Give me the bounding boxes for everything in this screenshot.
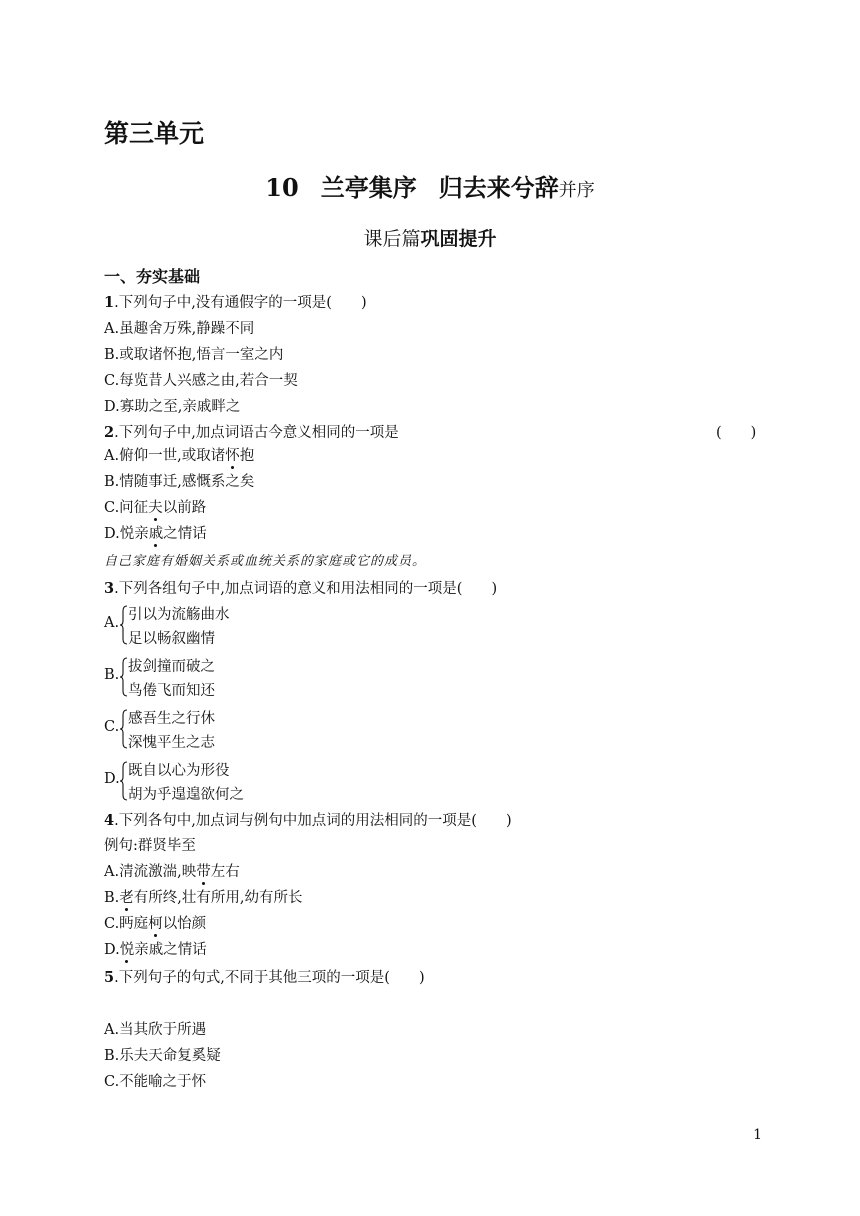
subtitle-bold: 巩固提升 <box>420 228 497 250</box>
subtitle <box>0 224 860 251</box>
question-1-stem: 1.下列句子中,没有通假字的一项是( ) <box>104 294 367 311</box>
lesson-title-2: 归去来兮辞 <box>438 174 559 202</box>
subtitle-plain: 课后篇 <box>363 228 421 250</box>
question-5-option-a: A.当其欣于所遇 <box>104 1022 207 1038</box>
question-4-option-c: C.眄庭柯以怡颜 <box>104 916 207 932</box>
question-4-example: 例句:群贤毕至 <box>104 838 196 854</box>
question-3-stem: 3.下列各组句子中,加点词语的意义和用法相同的一项是( ) <box>104 580 498 597</box>
question-1-option-b: B.或取诸怀抱,悟言一室之内 <box>104 347 284 363</box>
brace-icon <box>120 657 128 697</box>
question-3-option-b: B. 拔剑撞而破之 鸟倦飞而知还 <box>104 659 215 699</box>
lesson-title <box>0 168 860 203</box>
question-1-option-a: A.虽趣舍万殊,静躁不同 <box>104 321 255 337</box>
question-2-option-a: A.俯仰一世,或取诸怀抱 <box>104 448 255 464</box>
brace-icon <box>120 709 128 749</box>
question-4-option-b: B.老有所终,壮有所用,幼有所长 <box>104 890 303 906</box>
lesson-title-1: 兰亭集序 <box>320 174 417 202</box>
question-3-option-c: C. 感吾生之行休 深愧平生之志 <box>104 711 215 751</box>
question-4-option-a: A.清流激湍,映带左右 <box>104 864 240 880</box>
question-3-option-d: D. 既自以心为形役 胡为乎遑遑欲何之 <box>104 763 244 803</box>
question-1-option-c: C.每览昔人兴感之由,若合一契 <box>104 373 298 389</box>
question-2-answer-paren: ( ) <box>716 425 757 441</box>
brace-icon <box>120 761 128 801</box>
question-4-stem: 4.下列各句中,加点词与例句中加点词的用法相同的一项是( ) <box>104 812 512 829</box>
handwritten-note: 自己家庭有婚姻关系或血统关系的家庭或它的成员。 <box>104 554 427 569</box>
question-3-option-a: A. 引以为流觞曲水 足以畅叙幽情 <box>104 607 230 647</box>
brace-icon <box>120 605 128 645</box>
question-2-option-b: B.情随事迁,感慨系之矣 <box>104 474 255 490</box>
page-number: 1 <box>753 1127 762 1143</box>
lesson-title-suffix: 并序 <box>558 180 595 201</box>
question-5-stem: 5.下列句子的句式,不同于其他三项的一项是( ) <box>104 969 425 986</box>
question-2-stem: 2.下列句子中,加点词语古今意义相同的一项是 <box>104 424 399 441</box>
lesson-number: 10 <box>265 173 299 202</box>
question-5-option-b: B.乐夫天命复奚疑 <box>104 1048 221 1064</box>
question-2-option-d: D.悦亲戚之情话 <box>104 526 207 542</box>
question-2-option-c: C.问征夫以前路 <box>104 500 207 516</box>
section-heading: 一、夯实基础 <box>104 267 201 286</box>
question-5-option-c: C.不能喻之于怀 <box>104 1074 207 1090</box>
question-1-option-d: D.寡助之至,亲戚畔之 <box>104 399 241 415</box>
question-4-option-d: D.悦亲戚之情话 <box>104 942 207 958</box>
unit-title: 第三单元 <box>104 119 205 148</box>
